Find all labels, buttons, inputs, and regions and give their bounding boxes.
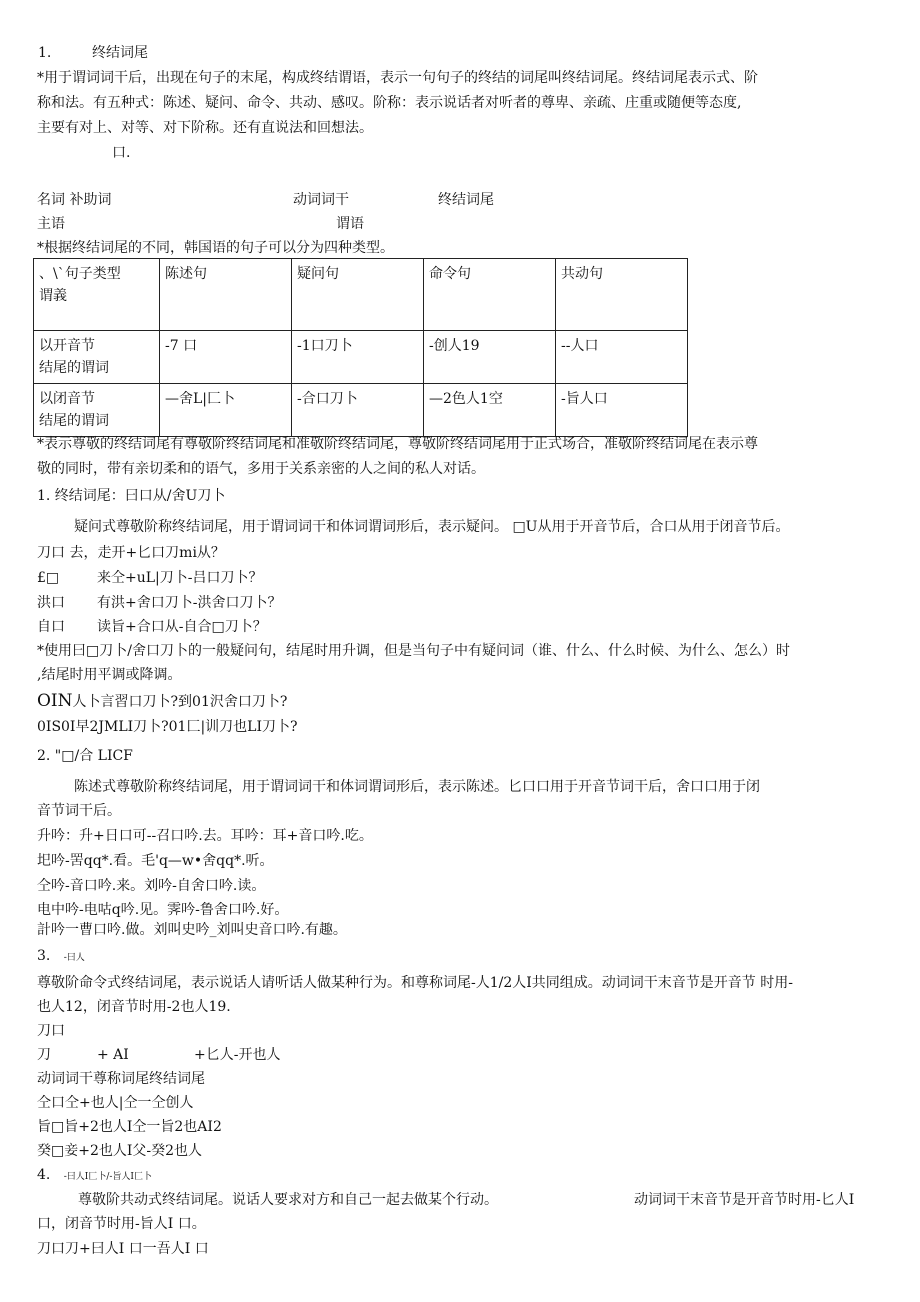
- paragraph-line: 尊敬阶命令式终结词尾，表示说话人请听话人做某种行为。和尊称词尾-人1/2人I共同组成。动词词干末音节是开音节 时用-: [37, 975, 793, 991]
- table-cell: -创人19: [424, 331, 556, 384]
- table-row: [34, 331, 688, 384]
- table-row: [34, 384, 688, 437]
- row-label-line: 以开音节: [39, 338, 95, 354]
- example-part: + AI: [97, 1047, 129, 1063]
- example-line: 計吟一曹口吟.做。刘叫史吟_刘叫史音口吟.有趣。: [37, 922, 347, 938]
- section-number: 3.: [37, 948, 51, 964]
- paragraph-line: 敬的同时，带有亲切柔和的语气，多用于关系亲密的人之间的私人对话。: [37, 461, 485, 477]
- row-label: [34, 331, 160, 384]
- table-cell: —2色人1空: [424, 384, 556, 437]
- section-title: 终结词尾: [92, 45, 148, 61]
- section-heading: 2. "□/合 LICF: [37, 748, 133, 764]
- example-label: 刀: [37, 1047, 51, 1063]
- structure-subject: 主语: [37, 216, 65, 232]
- section-title: -曰人I匚卜/-旨人I匚卜: [63, 1172, 152, 1182]
- example-line: 圯吟-罟qq*.看。毛'q—w•舍qq*.听。: [37, 853, 274, 869]
- paragraph-line: *用于谓词词干后，出现在句子的末尾，构成终结谓语，表示一句句子的终结的词尾叫终结词尾。终结词尾表示式、阶: [37, 70, 758, 86]
- example-prefix: OIN: [37, 691, 73, 711]
- example-line: 电中吟-电咕q吟.见。霁吟-鲁舍口吟.好。: [37, 902, 289, 918]
- example-label: 自口: [37, 619, 65, 635]
- section-number: 1.: [38, 45, 52, 61]
- example-line: 有洪+舍口刀卜-洪舍口刀卜？: [97, 595, 282, 611]
- example-label: £□: [37, 570, 60, 586]
- example-line: 刀口 去，走开+匕口刀mi从？: [37, 545, 225, 561]
- table-cell: -1口刀卜: [292, 331, 424, 384]
- example-line: [37, 691, 287, 712]
- structure-predicate: 谓语: [336, 216, 364, 232]
- example-line: 升吟：升+日口可--召口吟.去。耳吟：耳+音口吟.吃。: [37, 828, 373, 844]
- paragraph-line: *表示尊敬的终结词尾有尊敬阶终结词尾和准敬阶终结词尾，尊敬阶终结词尾用于正式场合，准敬阶终结词尾在表示尊: [37, 436, 758, 452]
- paragraph-line: 主要有对上、对等、对下阶称。还有直说法和回想法。: [37, 120, 373, 136]
- row-label-line: 结尾的谓词: [39, 360, 109, 376]
- paragraph-line: 动词词干末音节是开音节时用-匕人I: [634, 1192, 855, 1208]
- example-line: 旨□旨+2也人I仝一旨2也AI2: [37, 1119, 222, 1135]
- example-part: +匕人-开也人: [194, 1047, 281, 1063]
- example-line: 动词词干尊称词尾终结词尾: [37, 1071, 205, 1087]
- structure-ending: 终结词尾: [438, 192, 494, 208]
- section-number: 4.: [37, 1167, 51, 1183]
- structure-noun: 名词 补助词: [37, 192, 112, 208]
- paragraph-line: 陈述式尊敬阶称终结词尾，用于谓词词干和体词谓词形后，表示陈述。匕口口用于开音节词干后，舍口口用于闭: [74, 779, 760, 795]
- example-line: 刀口刀+曰人I 口一吾人I 口: [37, 1241, 209, 1257]
- corner-label-bottom: 谓義: [39, 288, 67, 304]
- table-corner-cell: [34, 259, 160, 331]
- diagram-box-label: 口.: [112, 145, 131, 161]
- paragraph-line: 尊敬阶共动式终结词尾。说话人要求对方和自己一起去做某个行动。: [78, 1192, 498, 1208]
- paragraph-line: *根据终结词尾的不同，韩国语的句子可以分为四种类型。: [37, 240, 394, 256]
- example-line: 刀口: [37, 1023, 65, 1039]
- table-cell: -合口刀卜: [292, 384, 424, 437]
- example-line: 来仝+uL|刀卜-吕口刀卜？: [97, 570, 263, 586]
- header-declarative: 陈述句: [160, 259, 292, 331]
- paragraph-line: 也人12，闭音节时用-2也人19.: [37, 999, 231, 1015]
- header-propositive: 共动句: [556, 259, 688, 331]
- example-line: 仝口仝+也人|仝一仝创人: [37, 1095, 194, 1111]
- example-label: 洪口: [37, 595, 65, 611]
- section-heading: [37, 946, 85, 968]
- section-heading: [37, 1165, 152, 1187]
- row-label-line: 结尾的谓词: [39, 413, 109, 429]
- table-cell: -7 口: [160, 331, 292, 384]
- header-imperative: 命令句: [424, 259, 556, 331]
- paragraph-line: 音节词干后。: [37, 803, 121, 819]
- table-cell: —舍L|匚卜: [160, 384, 292, 437]
- corner-label-top: 、\`句子类型: [39, 266, 121, 282]
- header-interrogative: 疑问句: [292, 259, 424, 331]
- paragraph-line: 疑问式尊敬阶称终结词尾，用于谓词词干和体词谓词形后，表示疑问。 □U从用于开音节后，合口从用于闭音节后。: [74, 519, 790, 535]
- example-line: 癸□妾+2也人I父-癸2也人: [37, 1143, 203, 1159]
- example-text: 人卜言習口刀卜?到01沢舍口刀卜?: [72, 694, 288, 710]
- table-cell: -旨人口: [556, 384, 688, 437]
- section-title: -曰人: [63, 953, 85, 963]
- structure-verb: 动词词干: [293, 192, 349, 208]
- example-line: 仝吟-音口吟.来。刘吟-自舍口吟.读。: [37, 878, 266, 894]
- example-line: 0IS0I早2JMLI刀卜?01匚|训刀也LI刀卜?: [37, 719, 298, 735]
- paragraph-line: *使用曰□刀卜/舍口刀卜的一般疑问句，结尾时用升调，但是当句子中有疑问词（谁、什么、什么时候、为什么、怎么）时: [37, 643, 790, 659]
- row-label: [34, 384, 160, 437]
- sentence-type-table: [33, 258, 688, 437]
- paragraph-line: 称和法。有五种式：陈述、疑问、命令、共动、感叹。阶称：表示说话者对听者的尊卑、亲疏、庄重或随便等态度,: [37, 95, 742, 111]
- paragraph-line: ,结尾时用平调或降调。: [37, 667, 182, 683]
- paragraph-line: 口，闭音节时用-旨人I 口。: [37, 1216, 206, 1232]
- table-cell: --人口: [556, 331, 688, 384]
- table-header-row: [34, 259, 688, 331]
- row-label-line: 以闭音节: [39, 391, 95, 407]
- example-line: 读旨+合口从-自合□刀卜？: [97, 619, 267, 635]
- section-heading: 1. 终结词尾：曰口从/舍U刀卜: [37, 488, 226, 504]
